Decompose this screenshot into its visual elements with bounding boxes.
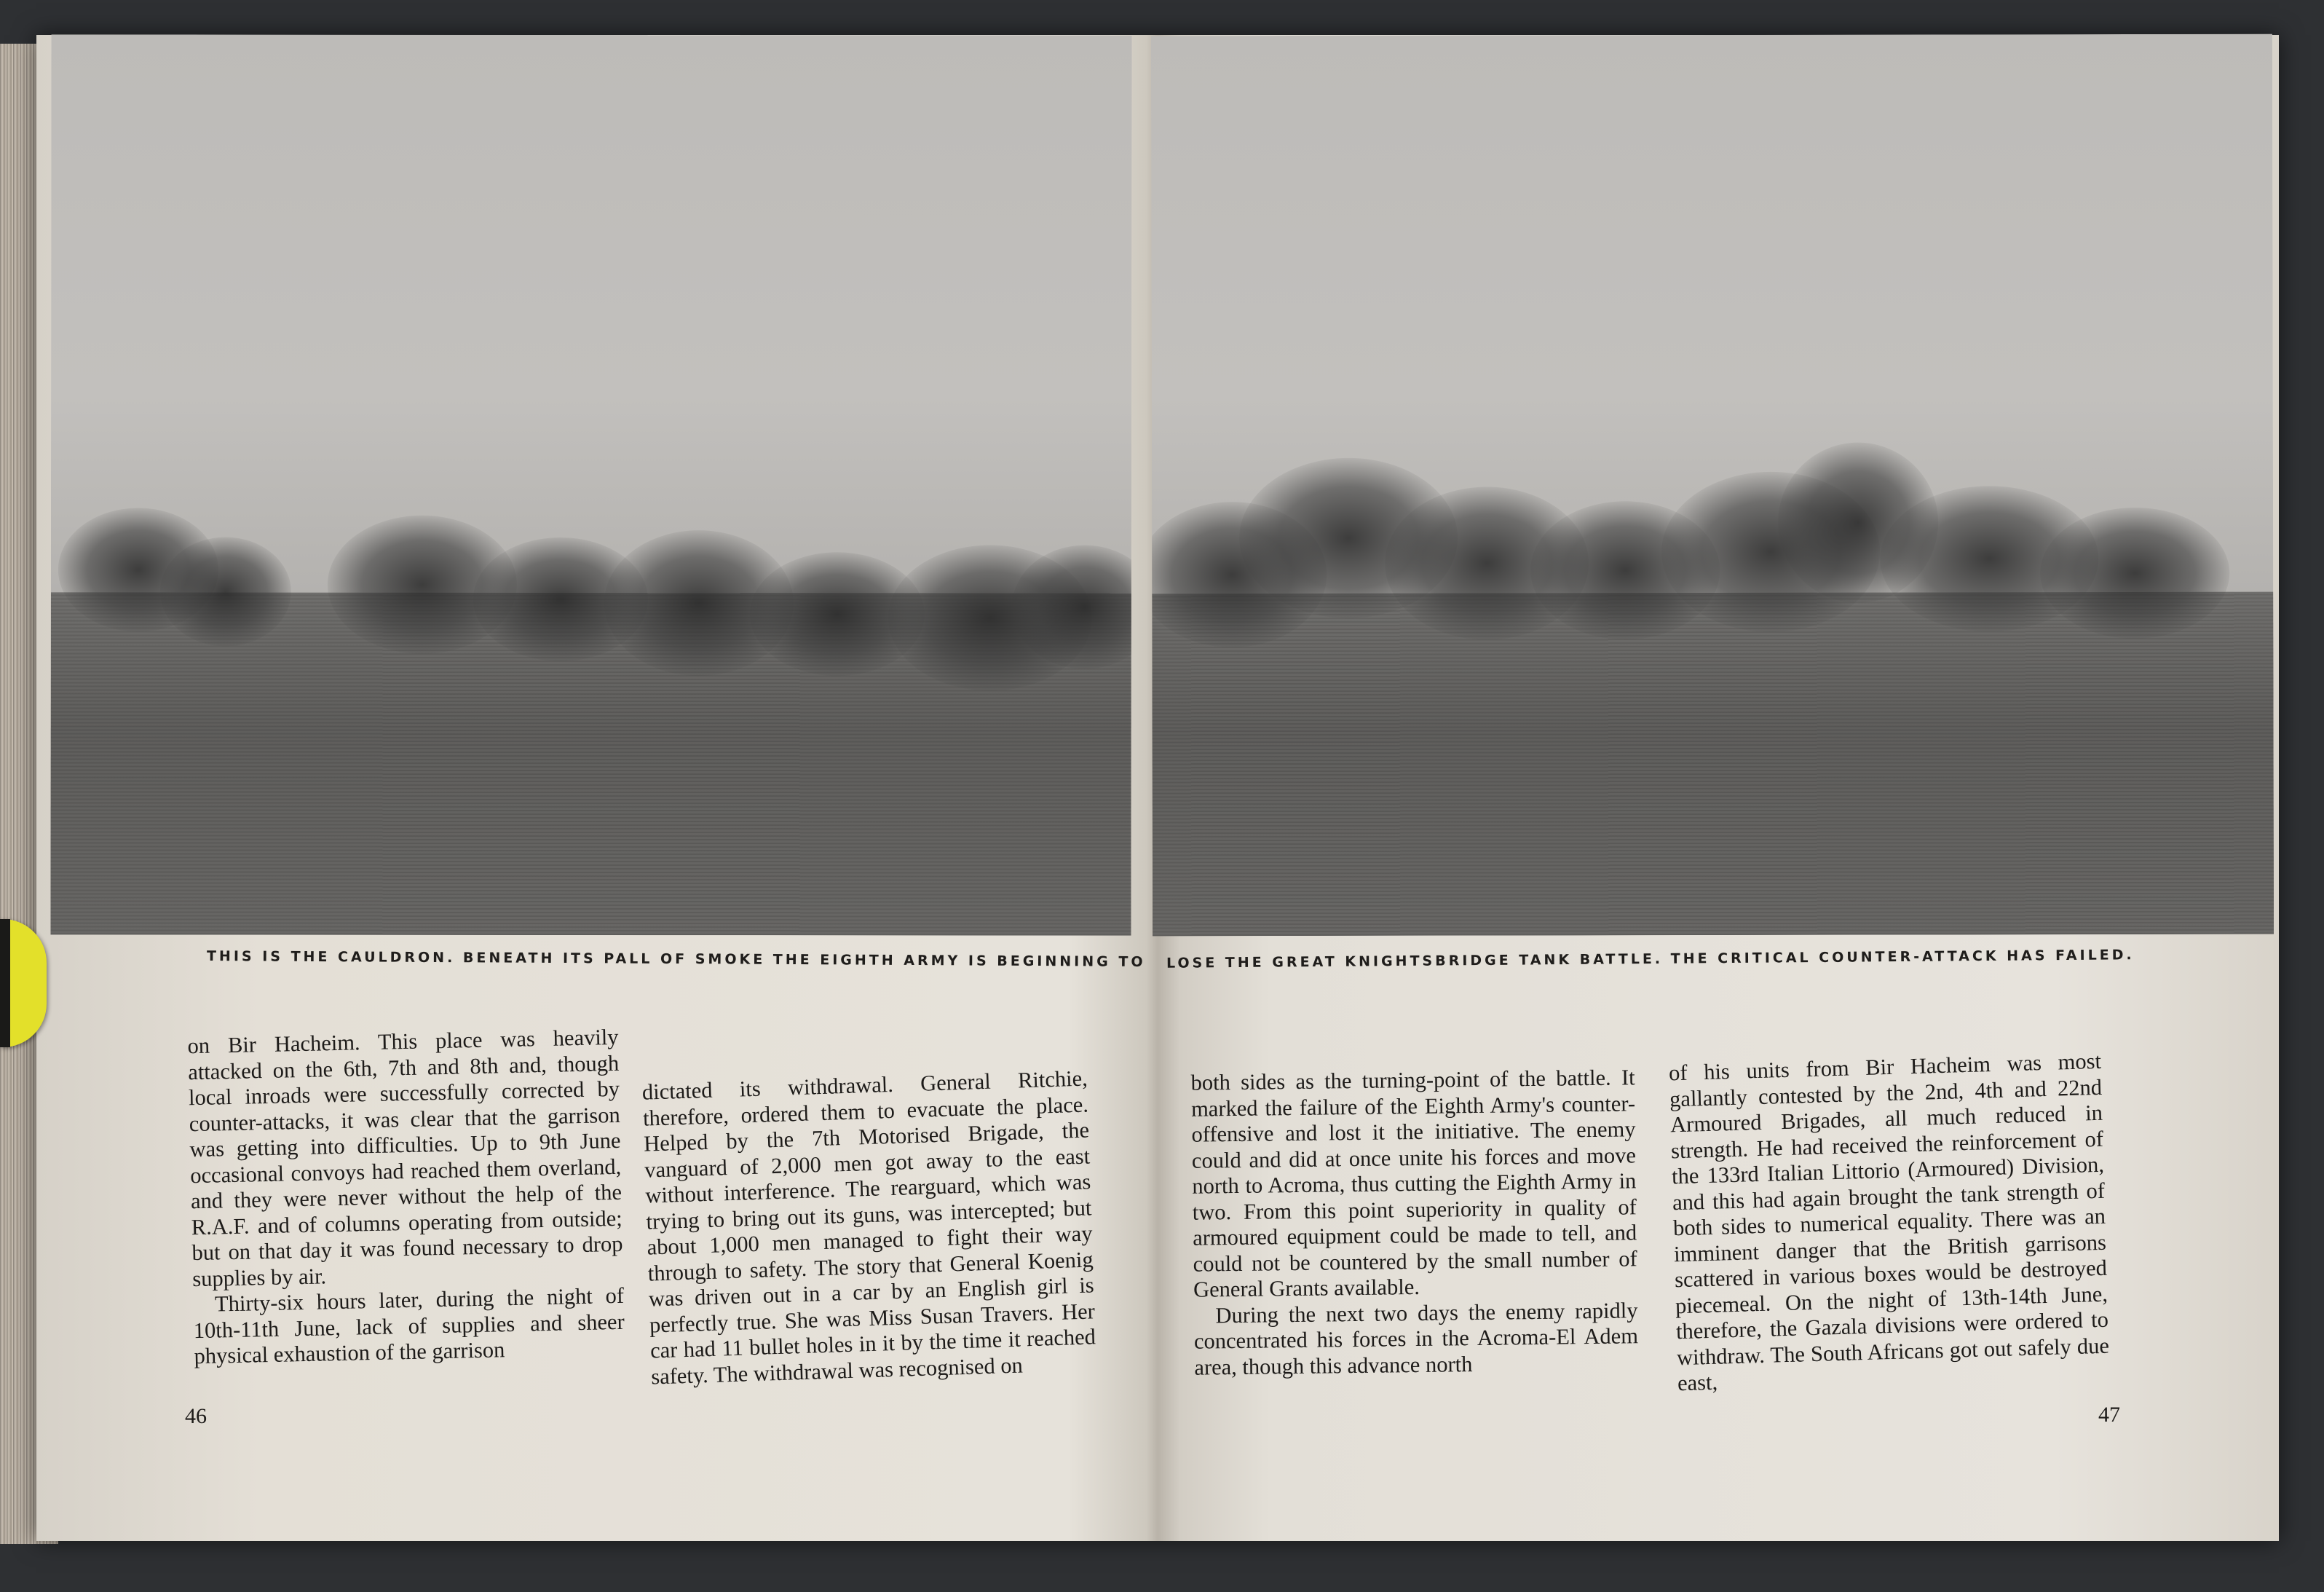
- paragraph: of his units from Bir Hacheim was most gallantly contested by the 2nd, 4th and 22nd Armoured Brigades, all much reduced in strength. He had received the reinforcement of the 133rd Italian Littorio (Armoured) Division, and this had again brought the tank strength of both sides to numerical equality. There was an imminent danger that the British garrisons scattered in various boxes would be destroyed piecemeal. On the night of 13th-14th June, therefore, the Gazala divisions were ordered to withdraw. The South Africans got out safely due east,: [1668, 1048, 2110, 1396]
- paragraph: on Bir Hacheim. This place was heavily attacked on the 6th, 7th and 8th and, though local inroads were successfully corrected by counter-attacks, it was clear that the garrison was getting into difficulties. Up to 9th June occasional convoys had reached them overland, and they were never without the help of the R.A.F. and of columns operating from outside; but on that day it was found necessary to drop supplies by air.: [187, 1024, 623, 1291]
- page-number-right: 47: [2098, 1403, 2120, 1427]
- paragraph: both sides as the turning-point of the battle. It marked the failure of the Eighth Army's counter-offensive and lost it the initiative. The enemy could and did at once unite his forces and move north to Acroma, thus cutting the Eighth Army in two. From this point superiority in quality of armoured equipment could be made to tell, and could not be countered by the small number of General Grants available.: [1190, 1065, 1637, 1302]
- photo-caption-right: LOSE THE GREAT KNIGHTSBRIDGE TANK BATTLE. THE CRITICAL COUNTER-ATTACK HAS FAILED.: [1166, 947, 2135, 972]
- page-number-left: 46: [185, 1404, 207, 1428]
- bookmark-edge: [0, 919, 10, 1047]
- paragraph: dictated its withdrawal. General Ritchie, therefore, ordered them to evacuate the place. Helped by the 7th Motorised Brigade, the vanguard of 2,000 men got away to the east without interference. The rearguard, which was trying to bring out its guns, was intercepted; but about 1,000 men managed to fight their way through to safety. The story that General Koenig was driven out in a car by an English girl is perfectly true. She was Miss Susan Travers. Her car had 11 bullet holes in it by the time it reached safety. The withdrawal was recognised on: [641, 1065, 1096, 1390]
- photo-caption-left: THIS IS THE CAULDRON. BENEATH ITS PALL OF SMOKE THE EIGHTH ARMY IS BEGINNING TO: [206, 948, 1146, 970]
- text-column-3: [1190, 1065, 1638, 1380]
- paragraph: Thirty-six hours later, during the night of 10th-11th June, lack of supplies and sheer physical exhaustion of the garrison: [193, 1282, 625, 1369]
- book-spread: [36, 35, 2279, 1541]
- paragraph: During the next two days the enemy rapidly concentrated his forces in the Acroma-El Adem area, though this advance north: [1193, 1297, 1639, 1380]
- battlefield-photo-left: [50, 34, 1131, 935]
- text-column-2: [641, 1065, 1096, 1390]
- text-column-1: [187, 1025, 625, 1370]
- text-column-4: [1669, 1049, 2111, 1397]
- battlefield-photo-right: [1151, 34, 2274, 937]
